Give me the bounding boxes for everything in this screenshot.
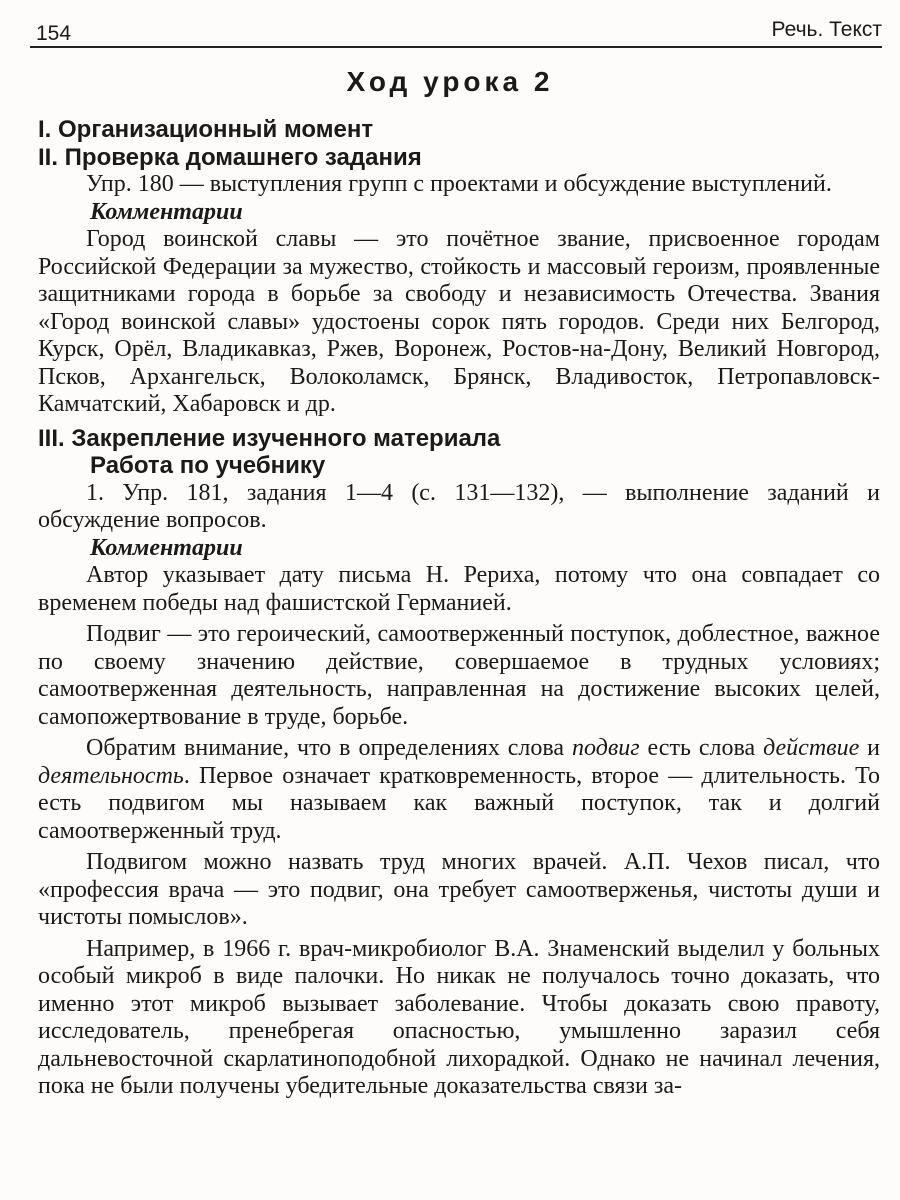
italic-word-action: действие	[763, 735, 860, 761]
page-number: 154	[36, 22, 72, 45]
paragraph-roerich-letter: Автор указывает дату письма Н. Рериха, потому что она совпадает со временем победы над фашистской Германией.	[38, 562, 880, 616]
paragraph-feat-definition: Подвиг — это героический, самоотверженный поступок, доблестное, важное по своему значению действие, совершаемое в трудных условиях; самоотверженная деятельность, направленная на достижение высоких целей, самопожертвование в труде, борьбе.	[38, 621, 880, 730]
subheading-textbook-work: Работа по учебнику	[90, 452, 326, 479]
italic-word-activity: деятельность	[38, 762, 184, 789]
lesson-title: Ход урока 2	[346, 66, 554, 97]
section-heading-2: II. Проверка домашнего задания	[38, 143, 422, 171]
page-body	[38, 116, 880, 1101]
section-heading-3: III. Закрепление изученного материала	[38, 424, 501, 452]
paragraph-city-of-glory: Город воинской славы — это почётное звание, присвоенное городам Российской Федерации за мужество, стойкость и массовый героизм, проявленные защитниками города в борьбе за свободу и независимость Отечества. Звания «Город воинской славы» удостоены сорок пять городов. Среди них Белгород, Курск, Орёл, Владикавказ, Ржев, Воронеж, Ростов-на-Дону, Великий Новгород, Псков, Архангельск, Волоколамск, Брянск, Владивосток, Петропавловск-Камчатский, Хабаровск и др.	[38, 226, 880, 417]
page-header	[30, 18, 882, 48]
comments-label: Комментарии	[90, 198, 243, 225]
comments-label: Комментарии	[90, 534, 243, 561]
italic-word-feat: подвиг	[572, 735, 640, 761]
running-title: Речь. Текст	[771, 18, 882, 41]
paragraph-exercise-180: Упр. 180 — выступления групп с проектами и обсуждение выступлений.	[86, 171, 832, 197]
paragraph-doctors: Подвигом можно назвать труд многих врачей. А.П. Чехов писал, что «профессия врача — это подвиг, она требует самоотверженья, чистоты души и чистоты помыслов».	[38, 849, 880, 930]
paragraph-exercise-181: 1. Упр. 181, задания 1—4 (с. 131—132), — выполнение заданий и обсуждение вопросов.	[38, 479, 880, 533]
paragraph-znamensky: Например, в 1966 г. врач-микробиолог В.А. Знаменский выделил у больных особый микроб в виде палочки. Но никак не получалось точно доказать, что именно этот микроб вызывает заболевание. Чтобы доказать свою правоту, исследователь, пренебрегая опасностью, умышленно заразил себя дальневосточной скарлатиноподобной лихорадкой. Однако не начинал лечения, пока не были получены убедительные доказательства связи за-	[38, 935, 880, 1099]
section-heading-1: I. Организационный момент	[38, 116, 374, 143]
paragraph-feat-words: Обратим внимание, что в определениях слова подвиг есть слова действие и деятельность. Первое означает кратковременность, второе — длительность. То есть подвигом мы называем как важный поступок, так и долгий самоотверженный труд.	[38, 735, 880, 844]
